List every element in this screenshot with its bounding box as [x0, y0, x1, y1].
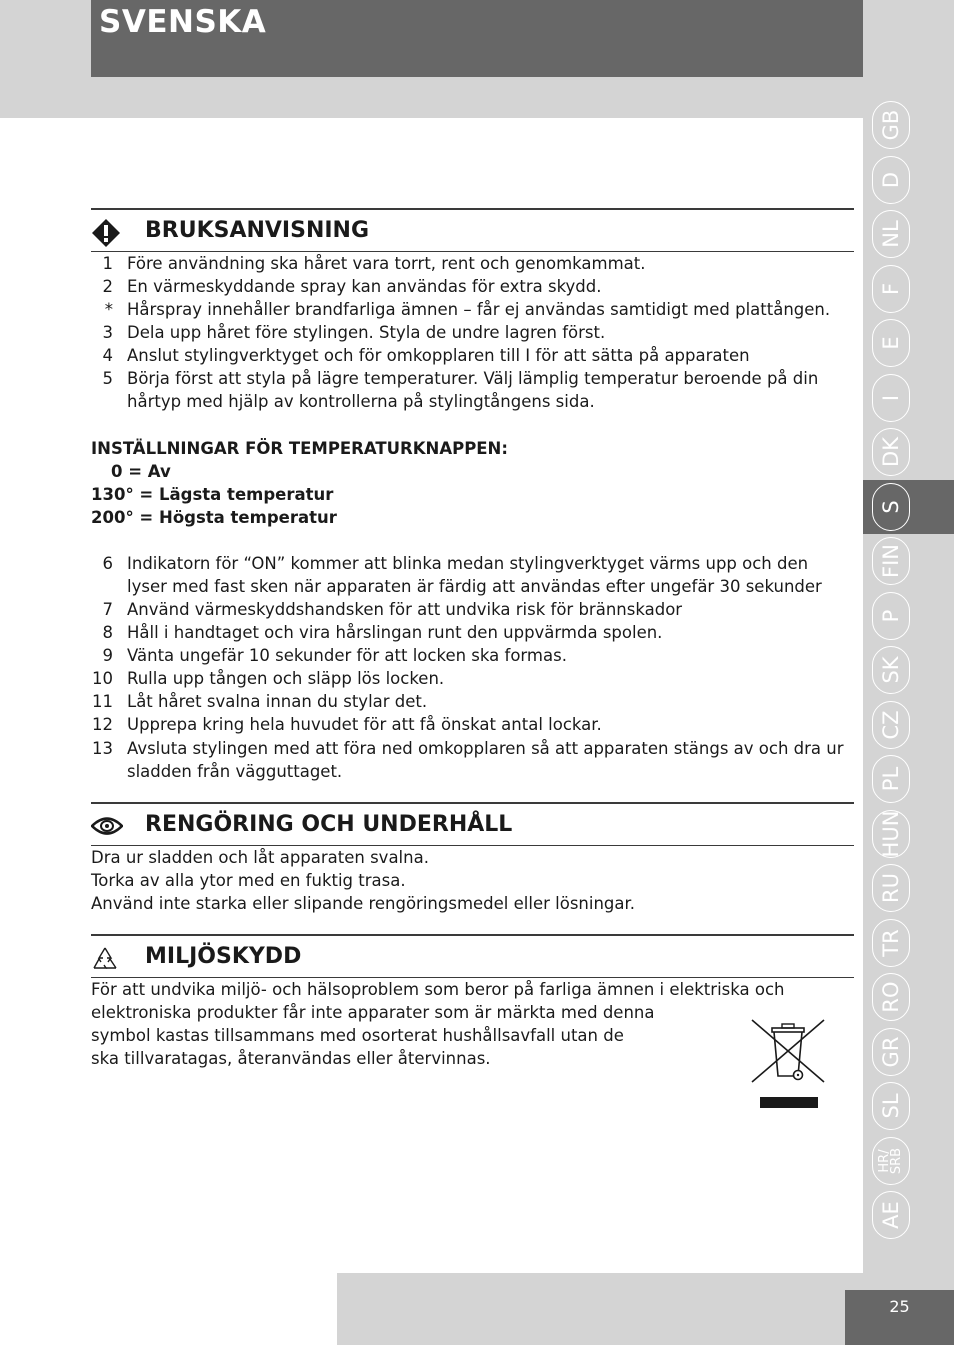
language-tab-label: TR: [879, 928, 903, 957]
language-tab[interactable]: [863, 207, 954, 261]
language-tab[interactable]: [863, 480, 954, 534]
language-tab-label: GR: [879, 1036, 903, 1067]
language-tab-label: S: [879, 499, 903, 514]
page-number: 25: [889, 1297, 910, 1316]
language-tab[interactable]: [863, 153, 954, 207]
language-tab[interactable]: [863, 316, 954, 370]
setting-high: 200° = Högsta temperatur: [91, 508, 337, 527]
language-tab[interactable]: [863, 752, 954, 806]
language-tab-label: DK: [879, 437, 903, 467]
environment-line: symbol kastas tillsammans med osorterat hushållsavfall utan de: [91, 1026, 624, 1045]
section-rule: [91, 208, 854, 210]
language-tab-label: SL: [879, 1093, 903, 1119]
section-rule: [91, 802, 854, 804]
settings-title: INSTÄLLNINGAR FÖR TEMPERATURKNAPPEN:: [91, 439, 508, 458]
crossed-bin-icon: [750, 1018, 826, 1110]
language-tab-label: PL: [879, 766, 903, 792]
language-tab-label: AE: [879, 1201, 903, 1229]
setting-low: 130° = Lägsta temperatur: [91, 485, 334, 504]
environment-line: För att undvika miljö- och hälsoproblem som beror på farliga ämnen i elektriska och: [91, 980, 785, 999]
language-tab-label: HUN: [879, 810, 903, 857]
language-tab[interactable]: [863, 1079, 954, 1133]
language-tab-label: E: [879, 336, 903, 350]
language-tab[interactable]: [863, 916, 954, 970]
warning-icon: [92, 219, 120, 247]
environment-line: elektroniska produkter får inte apparater som är märkta med denna: [91, 1003, 655, 1022]
section-title-cleaning: RENGÖRING OCH UNDERHÅLL: [145, 812, 513, 837]
eye-icon: [91, 815, 123, 837]
page-title: SVENSKA: [99, 4, 267, 40]
language-tab[interactable]: [863, 970, 954, 1024]
language-tab-label: GB: [879, 109, 903, 141]
section-title-environment: MILJÖSKYDD: [145, 944, 302, 969]
section-title-instructions: BRUKSANVISNING: [145, 218, 370, 243]
language-tab[interactable]: [863, 1025, 954, 1079]
language-tab-label: D: [879, 171, 903, 188]
section-rule: [91, 934, 854, 936]
language-tab[interactable]: [863, 807, 954, 861]
cleaning-line: Dra ur sladden och låt apparaten svalna.: [91, 848, 429, 867]
language-tab-label: HR/ SRB: [877, 1147, 904, 1174]
environment-line: ska tillvaratagas, återanvändas eller återvinnas.: [91, 1049, 491, 1068]
language-tab[interactable]: [863, 425, 954, 479]
language-tab-label: NL: [879, 220, 903, 248]
language-tab[interactable]: [863, 589, 954, 643]
language-tab-label: FIN: [879, 544, 903, 578]
language-tab[interactable]: [863, 861, 954, 915]
language-tab-label: RU: [879, 873, 903, 903]
language-tab[interactable]: [863, 371, 954, 425]
language-tab[interactable]: [863, 534, 954, 588]
language-tab[interactable]: [863, 643, 954, 697]
language-tab-label: SK: [879, 656, 903, 684]
cleaning-line: Använd inte starka eller slipande rengöringsmedel eller lösningar.: [91, 894, 636, 913]
language-tab-label: CZ: [879, 709, 903, 740]
setting-off: 0 = Av: [111, 462, 171, 481]
language-tab[interactable]: [863, 1188, 954, 1242]
cleaning-line: Torka av alla ytor med en fuktig trasa.: [91, 871, 406, 890]
language-tab[interactable]: [863, 698, 954, 752]
language-tab[interactable]: [863, 1134, 954, 1188]
language-tab-label: I: [879, 394, 903, 401]
language-tab-label: RO: [879, 981, 903, 1013]
language-tab[interactable]: [863, 262, 954, 316]
language-tab[interactable]: [863, 98, 954, 152]
language-tab-label: F: [879, 282, 903, 295]
recycle-icon: [92, 946, 118, 972]
language-tab-label: P: [879, 609, 903, 622]
